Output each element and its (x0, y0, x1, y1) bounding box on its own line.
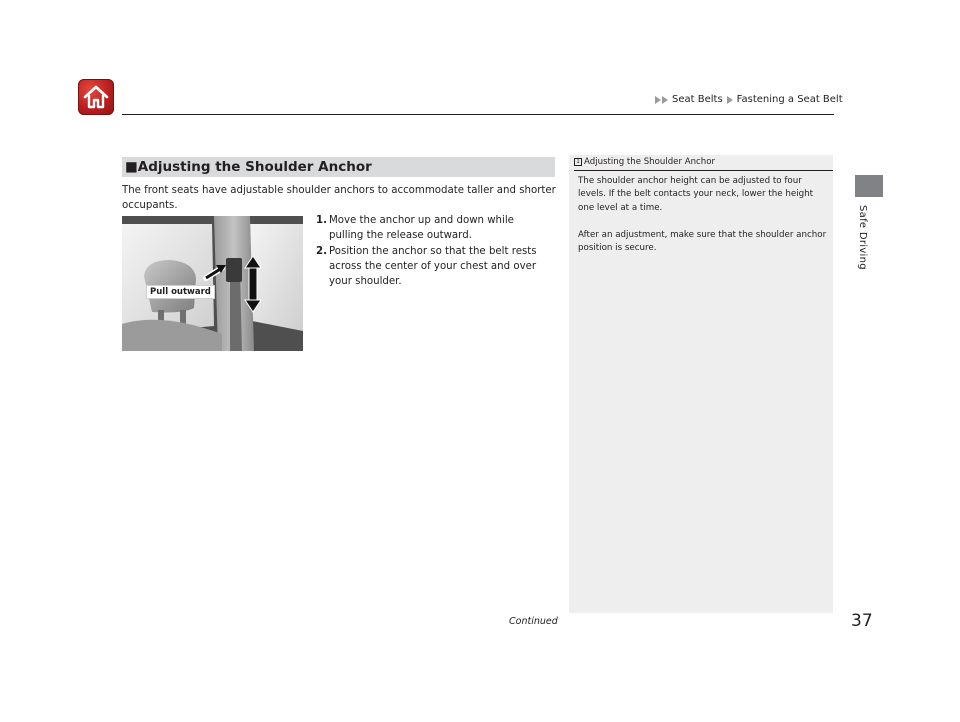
pull-outward-callout: Pull outward (146, 285, 215, 299)
step-text: Position the anchor so that the belt rests across the center of your chest and over your shoulder. (329, 246, 537, 287)
chapter-tab[interactable] (855, 175, 883, 197)
note-divider (574, 170, 833, 171)
breadcrumb-fastening-seat-belt[interactable]: Fastening a Seat Belt (736, 94, 843, 105)
step-text: Move the anchor up and down while pulling the release outward. (329, 215, 514, 241)
breadcrumb (655, 94, 847, 105)
note-heading (574, 157, 715, 167)
breadcrumb-arrow-icon (662, 96, 668, 104)
note-paragraph: The shoulder anchor height can be adjusted to four levels. If the belt contacts your neck, lower the height one level at a time. (578, 176, 814, 213)
intro-paragraph: The front seats have adjustable shoulder anchors to accommodate taller and shorter occupants. (122, 185, 556, 211)
shoulder-anchor-photo (122, 216, 303, 351)
chapter-tab-label: Safe Driving (857, 205, 868, 270)
note-marker-icon: 1 (574, 158, 582, 166)
breadcrumb-arrow-icon (655, 96, 661, 104)
section-title-text: Adjusting the Shoulder Anchor (137, 159, 372, 175)
section-marker: ■ (125, 159, 138, 175)
step-2 (316, 244, 546, 289)
section-title (125, 157, 372, 177)
continued-label: Continued (509, 616, 558, 627)
breadcrumb-arrow-icon (727, 96, 733, 104)
home-icon (78, 79, 114, 115)
header-divider (122, 114, 834, 115)
home-button[interactable] (78, 79, 114, 115)
breadcrumb-seat-belts[interactable]: Seat Belts (672, 94, 723, 105)
note-heading-text: Adjusting the Shoulder Anchor (584, 157, 716, 167)
step-number: 1. (316, 215, 327, 226)
note-panel (569, 155, 833, 613)
step-number: 2. (316, 246, 327, 257)
page-number: 37 (851, 611, 873, 631)
note-paragraph: After an adjustment, make sure that the shoulder anchor position is secure. (578, 230, 827, 254)
step-1 (316, 213, 546, 243)
